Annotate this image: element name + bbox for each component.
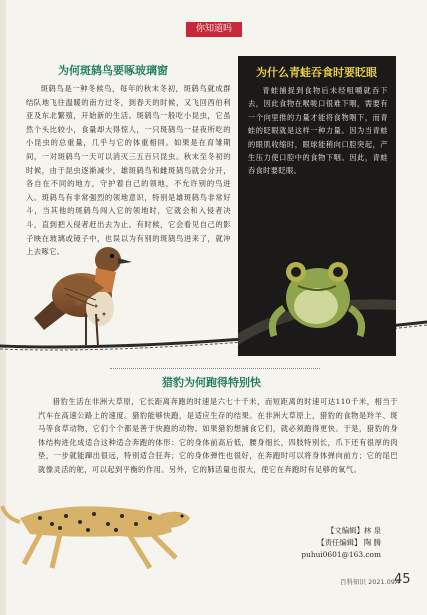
frog-article-title: 为什么青蛙吞食时要眨眼 [256, 66, 377, 79]
cheetah-paragraph: 猎豹生活在非洲大草原，它长距离奔跑的时速是六七十千米，而短距离的时速可达110千米，相当于汽车在高速公路上的速度。猎豹能够快跑，是适应生存的结果。在非洲大草原上，猎豹的食物是羚羊、斑马等食草动物，它们个个都是善于快跑的动物。如果猎豹想捕食它们，就必须跑得更快。于是，猎豹的身体结构进化成适合这种适合奔跑的体形：它的身体前高后低，腰身细长，四肢特别长，爪下还有很厚的肉垫，一步就能蹿出很远，特别适合狂奔；它的身体弹性也很好，在奔跑时可以将身体弹向前方；它的尾巴就像灵活的舵，可以起到平衡的作用。另外，它的肺活量也很大，使它在奔跑时有足够的氧气。 [38, 397, 398, 474]
credit-email: puhui0601@163.com [301, 550, 381, 559]
page-number: 45 [394, 572, 411, 587]
frog-article-body [248, 84, 388, 178]
section-tag: 你知道吗 [186, 22, 242, 37]
credits [301, 525, 381, 561]
credit-editor: 【责任编辑】 陶 腾 [317, 538, 381, 547]
cheetah-illustration [0, 478, 200, 578]
section-divider [110, 368, 320, 369]
robin-article-title: 为何斑鸫鸟要啄玻璃窗 [58, 64, 168, 77]
frog-paragraph: 青蛙捕捉到食物后未经咀嚼就吞下去，因此食物在喉咙口很难下咽，需要有一个向里推的力量才能将食物咽下，而青蛙的眨眼就是这样一种力量。因为当青蛙的眼肌收缩时，眼球能稍向口腔突起，产生压力使口腔中的食物下咽。因此，青蛙吞食时要眨眼。 [248, 86, 388, 176]
cheetah-article-body [38, 395, 398, 477]
robin-paragraph: 斑鸫鸟是一种冬候鸟，每年的秋末冬初，斑鸫鸟就成群结队地飞往温暖的南方过冬，到春天的时候，又飞回西伯利亚及东北繁殖，开始新的生活。斑鸫鸟一般吃小昆虫，它虽然个头比较小，食量却大得惊人，一只斑鸫鸟一昼夜所吃的小昆虫的总重量，几乎与它的体重相同。如果是在育雏期间，一对斑鸫鸟一天可以消灭三五百只昆虫。秋末至冬初的时候，由于昆虫逐渐减少，雄斑鸫鸟和雌斑鸫鸟就会分开，各自在不同的地方，守护着自己的领地，不允许别的鸟进入。斑鸫鸟有非常强烈的领地意识，特别是雄斑鸫鸟非常好斗，当其他的斑鸫鸟闯入它的领地时，它就会和入侵者决斗，直到把入侵者赶出去为止。有时候，它会看见自己的影子映在玻璃或镜子中，也误以为有别的斑鸫鸟进来了，就冲上去啄它。 [26, 84, 231, 257]
frog-illustration [238, 236, 396, 356]
magazine-footer: 百科知识 2021.09A [340, 578, 400, 586]
frog-article-panel [238, 56, 396, 356]
cheetah-article-title: 猎豹为何跑得特别快 [162, 376, 261, 389]
credit-author: 【文编辑】林 泉 [326, 526, 381, 535]
robin-article-body [26, 82, 231, 259]
